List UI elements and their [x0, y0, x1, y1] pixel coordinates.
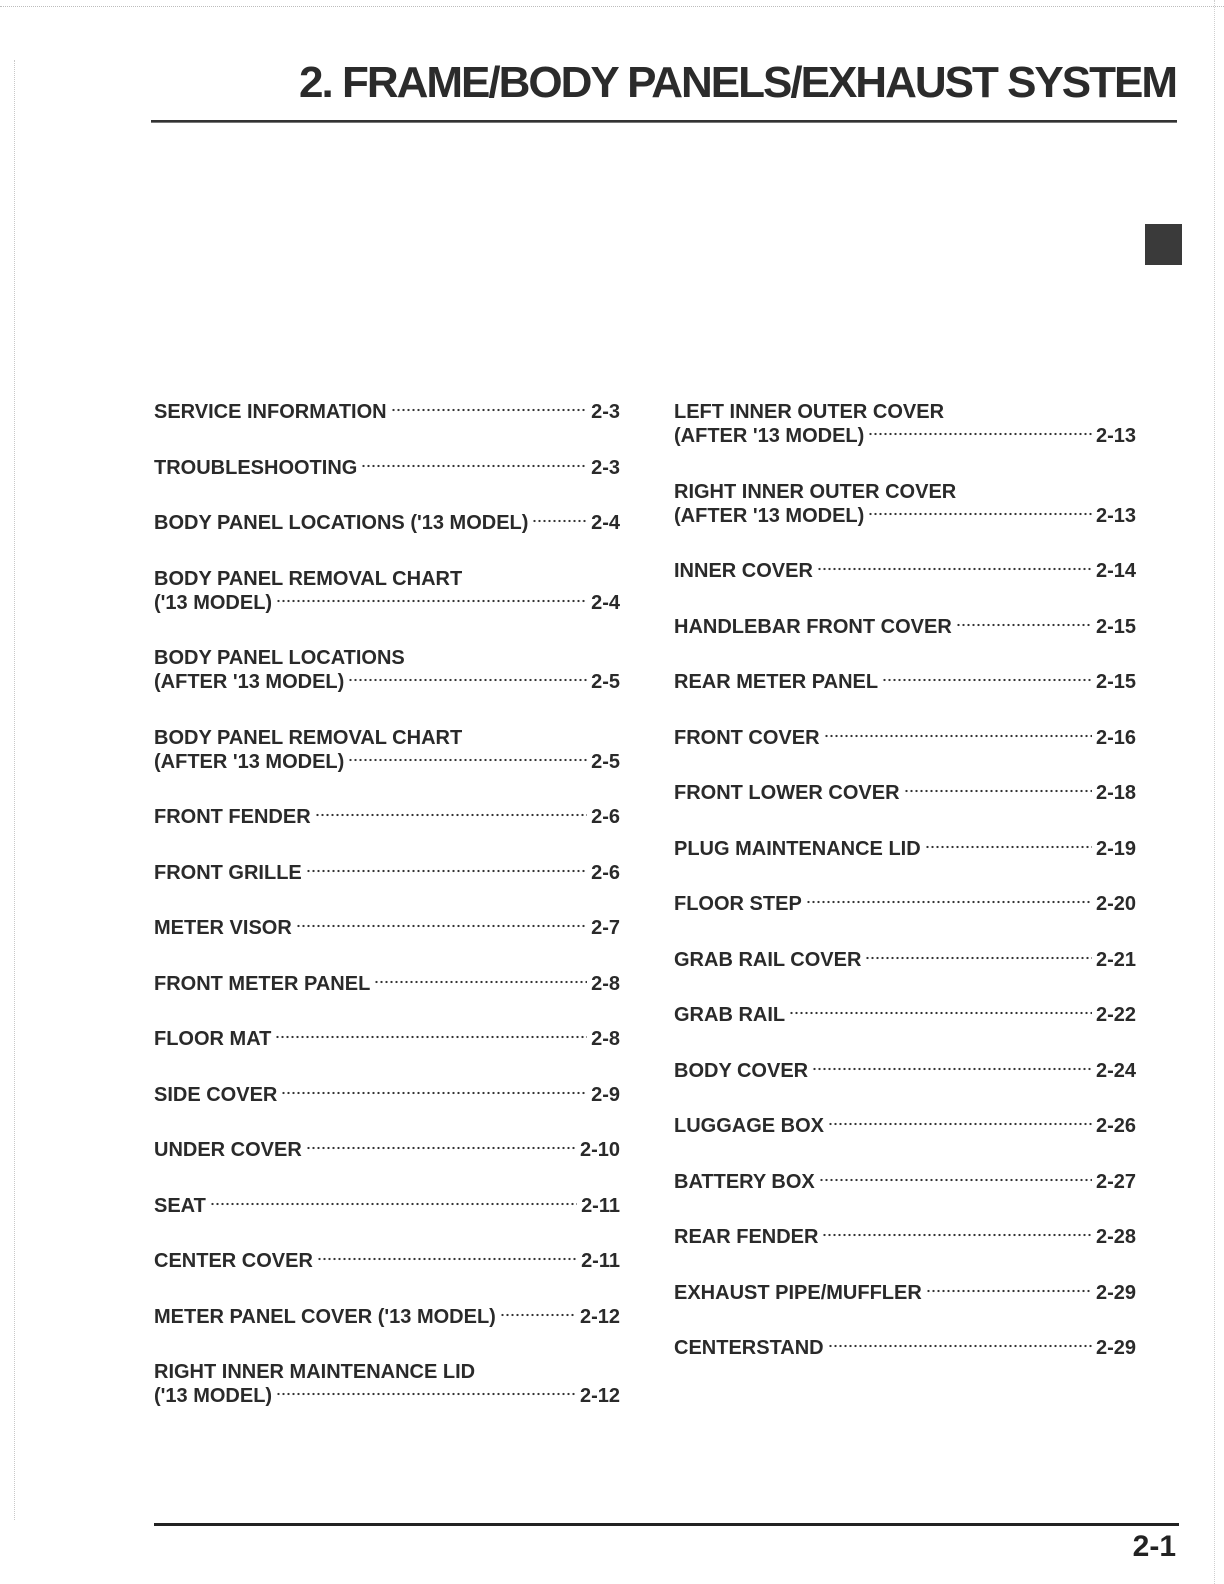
- toc-entry-title: FRONT COVER: [674, 726, 820, 749]
- toc-entry-line: [674, 615, 1136, 639]
- toc-entry-line: [674, 892, 1136, 916]
- chapter-title: 2. FRAME/BODY PANELS/EXHAUST SYSTEM: [299, 58, 1176, 107]
- toc-entry[interactable]: [154, 1083, 620, 1107]
- toc-entry[interactable]: [154, 1249, 620, 1273]
- toc-entry-title: REAR FENDER: [674, 1226, 819, 1248]
- toc-entry[interactable]: [674, 559, 1136, 583]
- toc-entry-title: EXHAUST PIPE/MUFFLER: [674, 1281, 922, 1304]
- toc-entry-title: SIDE COVER: [154, 1083, 278, 1106]
- toc-entry[interactable]: [674, 726, 1136, 750]
- toc-entry-line: [674, 948, 1136, 972]
- toc-page-number: 2-6: [591, 861, 620, 884]
- toc-entry[interactable]: [674, 1336, 1136, 1360]
- title-underline: [151, 120, 1177, 123]
- toc-leader-dots: [868, 511, 1092, 517]
- toc-leader-dots: [925, 844, 1092, 850]
- toc-entry-line: [674, 1281, 1136, 1305]
- toc-entry-title: FRONT FENDER: [154, 806, 311, 828]
- toc-page-number: 2-27: [1095, 1170, 1136, 1193]
- toc-entry-line: [154, 1027, 620, 1051]
- toc-page-number: 2-12: [579, 1385, 620, 1407]
- toc-page-number: 2-13: [1095, 425, 1136, 447]
- toc-page-number: 2-3: [591, 401, 620, 423]
- toc-entry-line: [674, 670, 1136, 694]
- toc-page-number: 2-20: [1095, 893, 1136, 915]
- toc-entry[interactable]: [674, 1225, 1136, 1249]
- toc-leader-dots: [812, 1066, 1092, 1072]
- toc-page-number: 2-14: [1095, 560, 1136, 582]
- toc-leader-dots: [817, 566, 1092, 572]
- toc-entry-line: [154, 805, 620, 829]
- toc-entry[interactable]: [674, 1281, 1136, 1305]
- toc-page-number: 2-18: [1095, 782, 1136, 804]
- toc-entry-title-line: RIGHT INNER MAINTENANCE LID: [154, 1361, 476, 1383]
- toc-page-number: 2-7: [591, 917, 620, 939]
- toc-page-number: 2-4: [591, 591, 620, 614]
- toc-entry-title: (AFTER '13 MODEL): [674, 425, 865, 447]
- toc-leader-dots: [926, 1288, 1092, 1294]
- toc-entry[interactable]: [674, 670, 1136, 694]
- toc-leader-dots: [276, 1391, 576, 1397]
- toc-leader-dots: [865, 955, 1092, 961]
- toc-entry-line: [674, 1059, 1136, 1083]
- toc-entry-line: [674, 726, 1136, 750]
- toc-entry[interactable]: [154, 646, 620, 694]
- toc-leader-dots: [315, 812, 587, 818]
- toc-leader-dots: [806, 899, 1092, 905]
- toc-entry[interactable]: [674, 1059, 1136, 1083]
- toc-entry-line: [154, 972, 620, 996]
- toc-leader-dots: [789, 1010, 1092, 1016]
- toc-entry-line: [154, 511, 620, 535]
- toc-entry[interactable]: [154, 567, 620, 615]
- toc-entry[interactable]: [154, 1305, 620, 1329]
- toc-entry-line: [154, 591, 620, 615]
- toc-entry[interactable]: [154, 972, 620, 996]
- toc-entry-title: UNDER COVER: [154, 1139, 302, 1161]
- page-number: 2-1: [1132, 1530, 1176, 1563]
- toc-page-number: 2-5: [591, 671, 620, 693]
- toc-entry[interactable]: [674, 892, 1136, 916]
- toc-page-number: 2-12: [579, 1305, 620, 1328]
- toc-entry[interactable]: [154, 861, 620, 885]
- toc-entry-title-line: RIGHT INNER OUTER COVER: [674, 480, 957, 503]
- toc-entry-line: [674, 1336, 1136, 1360]
- toc-entry[interactable]: [674, 1114, 1136, 1138]
- toc-leader-dots: [824, 733, 1092, 739]
- toc-leader-dots: [882, 677, 1092, 683]
- toc-left-column: [154, 400, 620, 1440]
- toc-entry[interactable]: [674, 400, 1136, 448]
- toc-leader-dots: [819, 1177, 1092, 1183]
- toc-entry-line: [154, 1138, 620, 1162]
- toc-entry-title: METER PANEL COVER ('13 MODEL): [154, 1305, 496, 1328]
- toc-entry-title: (AFTER '13 MODEL): [154, 750, 345, 773]
- toc-entry[interactable]: [154, 1194, 620, 1218]
- toc-entry-title: TROUBLESHOOTING: [154, 456, 358, 479]
- toc-leader-dots: [532, 518, 587, 524]
- toc-entry[interactable]: [154, 400, 620, 424]
- toc-page-number: 2-6: [591, 806, 620, 828]
- toc-leader-dots: [210, 1201, 577, 1207]
- toc-entry[interactable]: [674, 781, 1136, 805]
- toc-entry[interactable]: [674, 1003, 1136, 1027]
- toc-leader-dots: [317, 1256, 577, 1262]
- toc-entry[interactable]: [154, 1360, 620, 1408]
- toc-leader-dots: [500, 1312, 576, 1318]
- toc-page-number: 2-29: [1095, 1281, 1136, 1304]
- toc-leader-dots: [296, 923, 587, 929]
- toc-entry-title: FRONT GRILLE: [154, 861, 302, 884]
- toc-entry-line: [674, 781, 1136, 805]
- toc-page-number: 2-26: [1095, 1115, 1136, 1137]
- toc-entry-line: [674, 559, 1136, 583]
- toc-entry-title: REAR METER PANEL: [674, 671, 879, 693]
- toc-page-number: 2-10: [579, 1139, 620, 1161]
- toc-entry[interactable]: [154, 805, 620, 829]
- toc-entry-title: PLUG MAINTENANCE LID: [674, 837, 921, 860]
- toc-leader-dots: [276, 598, 587, 604]
- toc-page-number: 2-3: [591, 456, 620, 479]
- toc-page-number: 2-24: [1095, 1059, 1136, 1082]
- toc-entry-title: BODY PANEL LOCATIONS ('13 MODEL): [154, 512, 529, 534]
- toc-leader-dots: [956, 622, 1092, 628]
- toc-entry-line: [674, 504, 1136, 528]
- toc-entry-line: [674, 1170, 1136, 1194]
- toc-entry-line: [154, 750, 620, 774]
- toc-entry-line: [154, 400, 620, 424]
- toc-entry[interactable]: [154, 1027, 620, 1051]
- toc-leader-dots: [904, 788, 1092, 794]
- toc-entry-line: [154, 1249, 620, 1273]
- toc-entry-title: FRONT LOWER COVER: [674, 782, 900, 804]
- toc-page-number: 2-28: [1095, 1226, 1136, 1248]
- toc-entry-line: [154, 1384, 620, 1408]
- toc-leader-dots: [828, 1121, 1092, 1127]
- toc-leader-dots: [361, 463, 587, 469]
- toc-page-number: 2-8: [591, 972, 620, 995]
- toc-page-number: 2-13: [1095, 504, 1136, 527]
- toc-entry[interactable]: [674, 615, 1136, 639]
- toc-entry-title-line: BODY PANEL REMOVAL CHART: [154, 726, 463, 749]
- toc-page-number: 2-16: [1095, 726, 1136, 749]
- toc-entry-title-line: BODY PANEL REMOVAL CHART: [154, 567, 463, 590]
- toc-entry[interactable]: [154, 1138, 620, 1162]
- toc-entry[interactable]: [674, 1170, 1136, 1194]
- toc-page-number: 2-22: [1095, 1004, 1136, 1026]
- toc-leader-dots: [306, 1145, 576, 1151]
- toc-entry-title: ('13 MODEL): [154, 1385, 273, 1407]
- toc-page-number: 2-19: [1095, 837, 1136, 860]
- toc-entry-title-line: BODY PANEL LOCATIONS: [154, 647, 405, 669]
- scan-edge-right: [1214, 0, 1221, 1584]
- toc-entry[interactable]: [154, 511, 620, 535]
- toc-entry-title: FLOOR STEP: [674, 893, 802, 915]
- toc-entry[interactable]: [674, 837, 1136, 861]
- toc-leader-dots: [374, 979, 587, 985]
- page-top-edge: [0, 0, 1224, 7]
- toc-page-number: 2-15: [1095, 615, 1136, 638]
- toc-entry-line: [154, 1305, 620, 1329]
- toc-entry[interactable]: [154, 916, 620, 940]
- toc-entry-line: [674, 424, 1136, 448]
- toc-entry-line: [154, 916, 620, 940]
- toc-leader-dots: [868, 431, 1092, 437]
- footer-rule: [154, 1523, 1179, 1526]
- toc-leader-dots: [275, 1034, 587, 1040]
- toc-entry-title: CENTER COVER: [154, 1250, 313, 1272]
- toc-entry-line: [674, 1225, 1136, 1249]
- toc-entry-title: FRONT METER PANEL: [154, 972, 371, 995]
- toc-entry-line: [154, 1194, 620, 1218]
- toc-entry-line: [154, 1083, 620, 1107]
- toc-entry-title: (AFTER '13 MODEL): [674, 504, 865, 527]
- toc-page-number: 2-8: [591, 1028, 620, 1050]
- toc-page-number: 2-11: [581, 1250, 620, 1272]
- toc-leader-dots: [822, 1232, 1092, 1238]
- toc-entry-title: METER VISOR: [154, 917, 292, 939]
- toc-entry-line: [154, 670, 620, 694]
- toc-entry-title: (AFTER '13 MODEL): [154, 671, 345, 693]
- toc-page-number: 2-21: [1095, 948, 1136, 971]
- toc-page-number: 2-9: [591, 1083, 620, 1106]
- toc-leader-dots: [828, 1343, 1092, 1349]
- toc-entry-title: GRAB RAIL: [674, 1004, 786, 1026]
- toc-entry-line: [674, 1003, 1136, 1027]
- toc-page-number: 2-29: [1095, 1337, 1136, 1359]
- toc-right-column: [674, 400, 1136, 1392]
- toc-entry-title: BATTERY BOX: [674, 1170, 815, 1193]
- toc-entry[interactable]: [674, 480, 1136, 528]
- toc-entry-title: GRAB RAIL COVER: [674, 948, 862, 971]
- toc-entry-title: BODY COVER: [674, 1059, 809, 1082]
- toc-entry[interactable]: [674, 948, 1136, 972]
- toc-leader-dots: [391, 407, 587, 413]
- toc-leader-dots: [348, 757, 587, 763]
- toc-entry-title-line: LEFT INNER OUTER COVER: [674, 401, 945, 423]
- toc-entry-line: [674, 837, 1136, 861]
- toc-entry-line: [154, 456, 620, 480]
- toc-entry[interactable]: [154, 456, 620, 480]
- scan-edge-left: [14, 60, 23, 1520]
- toc-page-number: 2-5: [591, 750, 620, 773]
- toc-leader-dots: [348, 677, 587, 683]
- toc-entry-line: [674, 1114, 1136, 1138]
- toc-page-number: 2-15: [1095, 671, 1136, 693]
- toc-entry-line: [154, 861, 620, 885]
- toc-page-number: 2-4: [591, 512, 620, 534]
- toc-entry-title: LUGGAGE BOX: [674, 1115, 825, 1137]
- toc-entry-title: HANDLEBAR FRONT COVER: [674, 615, 952, 638]
- toc-leader-dots: [306, 868, 587, 874]
- toc-leader-dots: [281, 1090, 587, 1096]
- toc-entry-title: ('13 MODEL): [154, 591, 273, 614]
- toc-page-number: 2-11: [581, 1194, 620, 1217]
- toc-entry-title: SERVICE INFORMATION: [154, 401, 387, 423]
- toc-entry-title: INNER COVER: [674, 560, 813, 582]
- toc-entry-title: FLOOR MAT: [154, 1028, 272, 1050]
- section-thumb-tab: [1145, 224, 1182, 265]
- toc-entry-title: CENTERSTAND: [674, 1337, 824, 1359]
- toc-entry-title: SEAT: [154, 1194, 206, 1217]
- toc-entry[interactable]: [154, 726, 620, 774]
